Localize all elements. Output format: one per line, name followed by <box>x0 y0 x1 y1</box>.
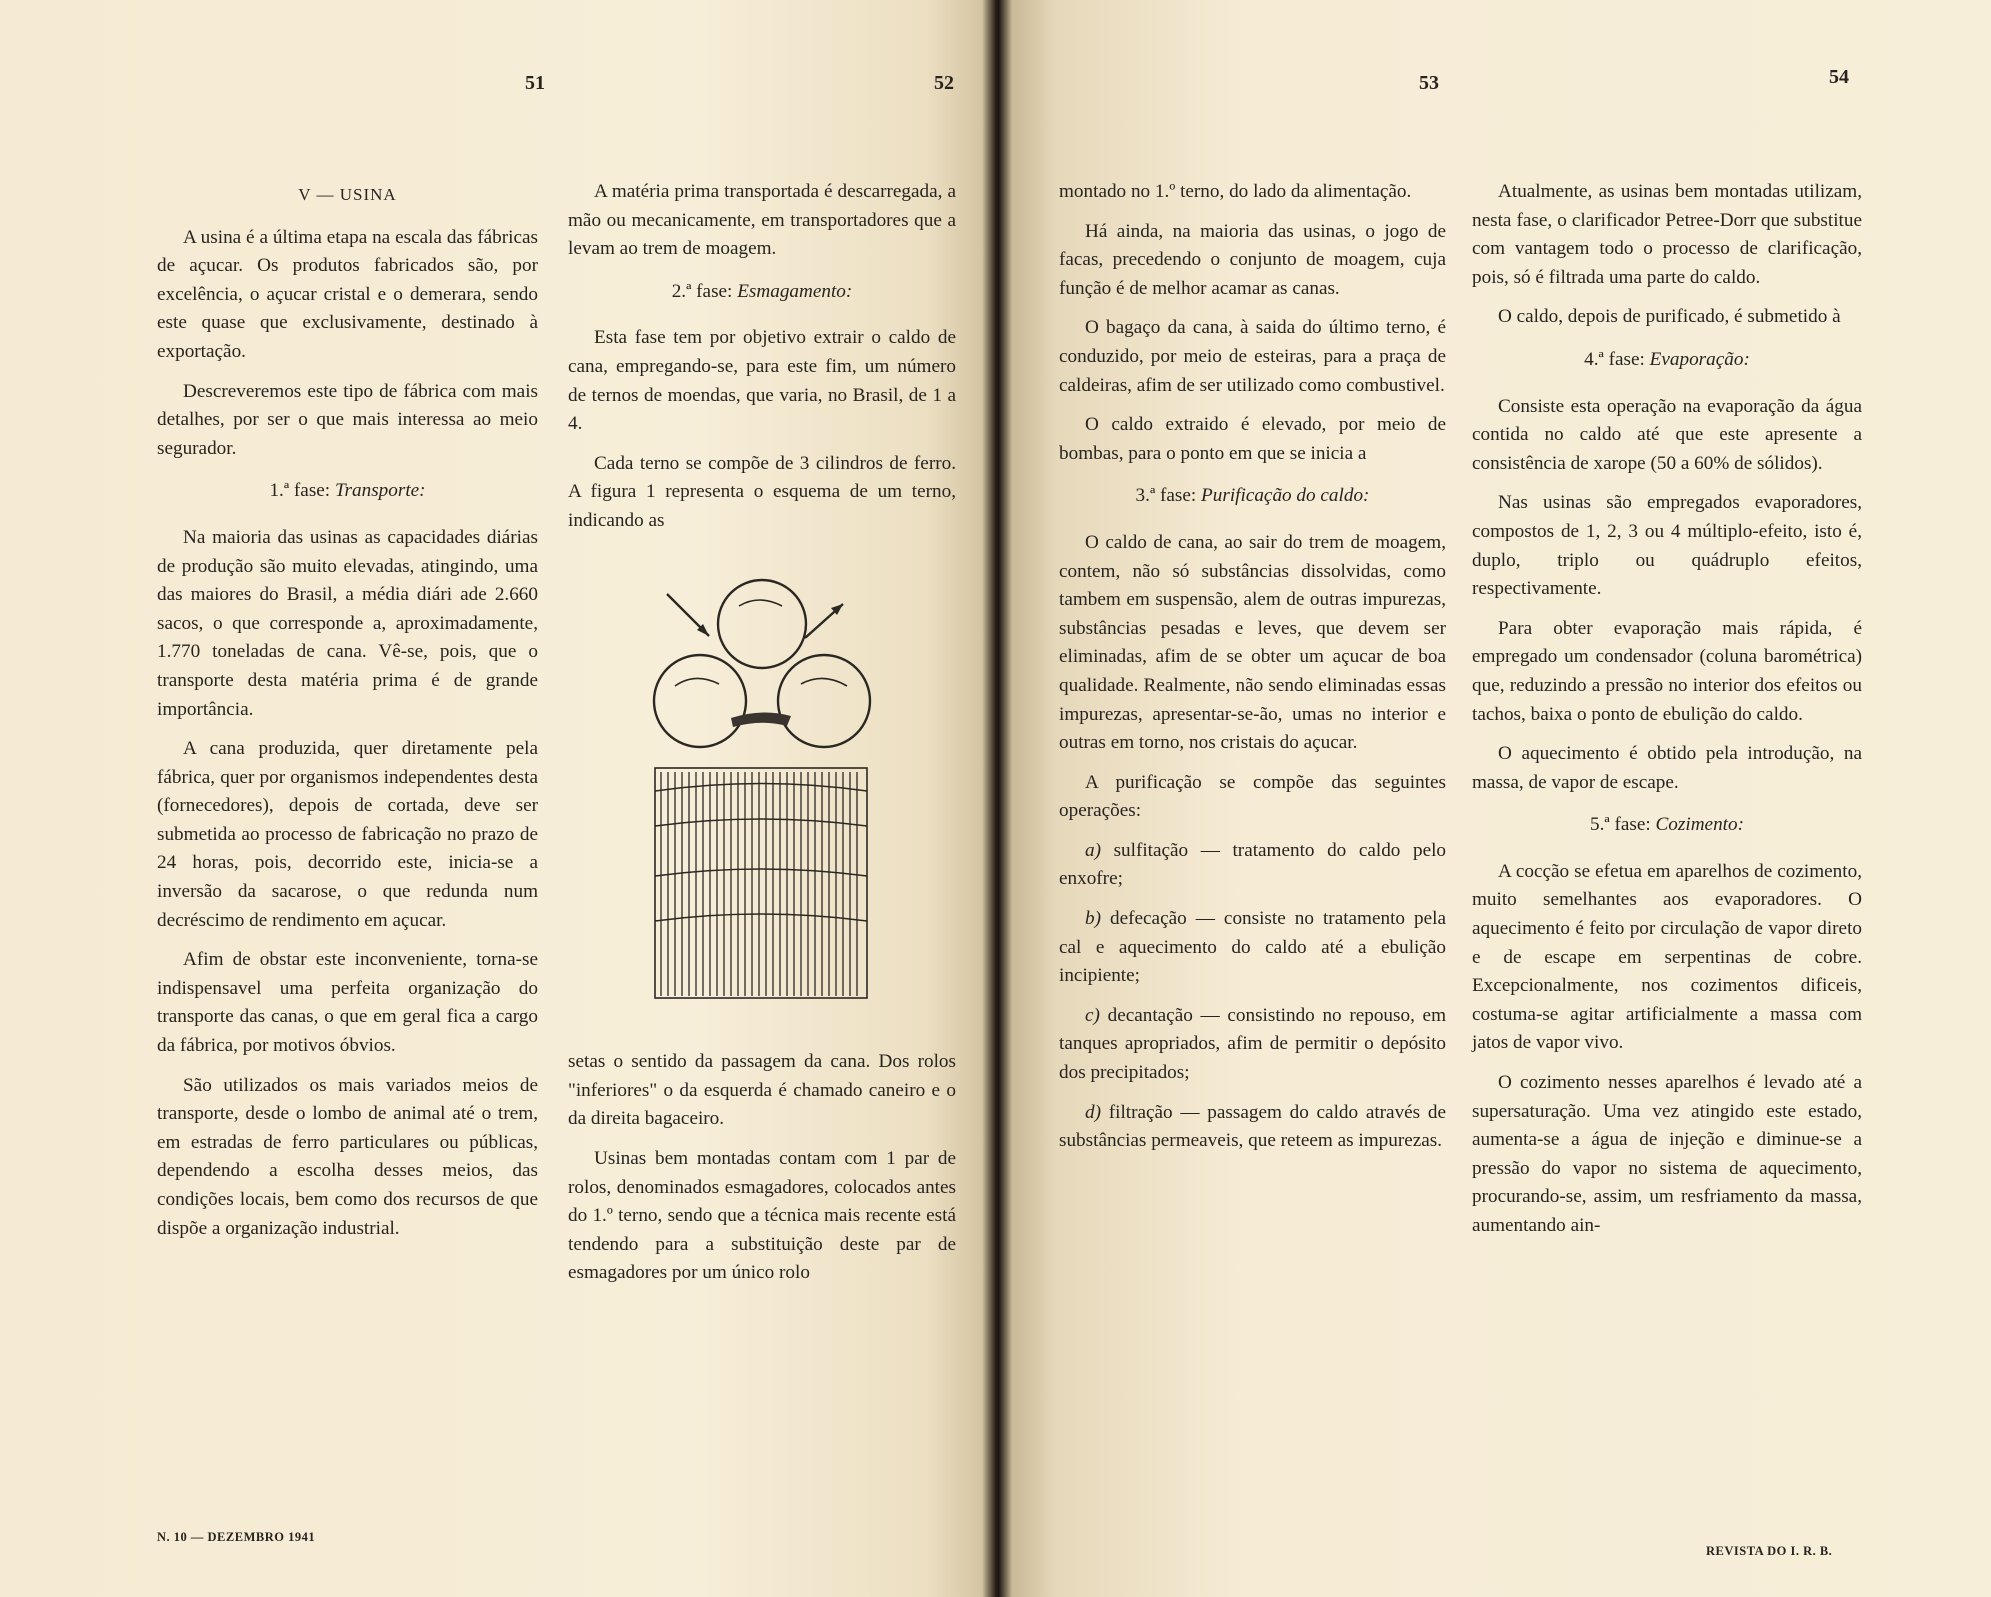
left-leaf <box>0 0 995 1597</box>
paragraph: A usina é a última etapa na escala das fábricas de açucar. Os produtos fabricados são, por excelência, o açucar cristal e o demerara, sendo este quase que exclusivamente, destinado à exportação. <box>157 226 538 362</box>
figure-1-mill-schematic <box>568 576 956 1011</box>
paragraph: O caldo de cana, ao sair do trem de moagem, contem, não só substâncias dissolvidas, como tambem em suspensão, alem de outras impurezas, substâncias pesadas e leves, que devem ser eliminadas, afim de se obter um açucar de boa qualidade. Realmente, não sendo eliminadas essas impurezas, apresentar-se-ão, umas no interior e outras em torno, nos cristais do açucar. <box>1059 531 1446 754</box>
phase-label: 3.ª fase: <box>1135 485 1197 507</box>
paragraph: setas o sentido da passagem da cana. Dos rolos "inferiores" o da esquerda é chamado caneiro e o da direita bagaceiro. <box>568 1051 956 1130</box>
paragraph: São utilizados os mais variados meios de transporte, desde o lombo de animal até o trem, em estradas de ferro particulares ou públicas, dependendo a escolha desses meios, das condições locais, bem como dos recursos de que dispõe a organização industrial. <box>157 1074 538 1239</box>
right-footer: REVISTA DO I. R. B. <box>1706 1544 1833 1558</box>
item-letter: a) <box>1085 839 1101 861</box>
chapter-heading: V — USINA <box>298 185 397 204</box>
page-number-51: 51 <box>525 72 545 94</box>
paragraph: Para obter evaporação mais rápida, é empregado um condensador (coluna barométrica) que, reduzindo a pressão no interior dos efeitos ou tachos, baixa o ponto de ebulição do caldo. <box>1472 617 1862 725</box>
paragraph: Atualmente, as usinas bem montadas utilizam, nesta fase, o clarificador Petree-Dorr que substitue com vantagem todo o processo de clarificação, pois, só é filtrada uma parte do caldo. <box>1472 181 1862 288</box>
phase-label: 4.ª fase: <box>1584 348 1645 370</box>
paragraph: Consiste esta operação na evaporação da água contida no caldo até que este apresente a consistência de xarope (50 a 60% de sólidos). <box>1472 395 1862 474</box>
page-number-52: 52 <box>934 72 954 94</box>
right-leaf <box>997 0 1991 1597</box>
item-text: sulfitação — tratamento do caldo pelo enxofre; <box>1059 839 1447 890</box>
page-53-column <box>1059 178 1446 1167</box>
phase-3-heading <box>1059 482 1446 511</box>
phase-title: Esmagamento: <box>737 280 853 302</box>
paragraph: montado no 1.º terno, do lado da alimentação. <box>1059 181 1412 202</box>
paragraph: O aquecimento é obtido pela introdução, na massa, de vapor de escape. <box>1472 743 1862 793</box>
list-item <box>1059 905 1446 991</box>
item-text: defecação — consiste no tratamento pela cal e aquecimento do caldo até a ebulição incipiente; <box>1059 908 1446 987</box>
paragraph: A matéria prima transportada é descarregada, a mão ou mecanicamente, em transportadores que a levam ao trem de moagem. <box>568 181 956 260</box>
item-text: decantação — consistindo no repouso, em tanques apropriados, afim de permitir o depósito dos precipitados; <box>1059 1004 1447 1084</box>
item-letter: d) <box>1085 1101 1101 1123</box>
paragraph: Cada terno se compõe de 3 cilindros de ferro. A figura 1 representa o esquema de um terno, indicando as <box>568 452 956 531</box>
paragraph: O cozimento nesses aparelhos é levado até a supersaturação. Uma vez atingido este estado, aumenta-se a água de injeção e diminue-se a pressão do vapor no sistema de aquecimento, procurando-se, assim, um resfriamento da massa, aumentando ain- <box>1472 1072 1862 1236</box>
paragraph: Usinas bem montadas contam com 1 par de rolos, denominados esmagadores, colocados antes do 1.º terno, sendo que a técnica mais recente está tendendo para a substituição deste par de esmagadores por um único rolo <box>568 1147 956 1284</box>
item-letter: b) <box>1085 908 1101 930</box>
paragraph: Descreveremos este tipo de fábrica com mais detalhes, por ser o que mais interessa ao meio segurador. <box>157 380 538 459</box>
phase-1-heading <box>157 477 538 506</box>
page-52-column <box>568 178 956 1299</box>
left-footer: N. 10 — DEZEMBRO 1941 <box>157 1530 316 1544</box>
phase-4-heading <box>1472 346 1862 375</box>
phase-title: Evaporação: <box>1649 348 1750 370</box>
paragraph: Há ainda, na maioria das usinas, o jogo de facas, precedendo o conjunto de moagem, cuja função é de melhor acamar as canas. <box>1059 220 1446 299</box>
paragraph: O caldo, depois de purificado, é submetido à <box>1498 306 1841 328</box>
paragraph: A purificação se compõe das seguintes operações: <box>1059 771 1446 822</box>
item-text: filtração — passagem do caldo através de substâncias permeaveis, que reteem as impurezas. <box>1059 1101 1446 1152</box>
paragraph: Afim de obstar este inconveniente, torna-se indispensavel uma perfeita organização do transporte das canas, o que em geral fica a cargo da fábrica, por motivos óbvios. <box>157 949 538 1057</box>
page-54-column <box>1472 178 1862 1252</box>
phase-5-heading <box>1472 811 1862 840</box>
phase-label: 1.ª fase: <box>269 480 331 502</box>
page-number-54: 54 <box>1829 66 1849 88</box>
phase-title: Purificação do caldo: <box>1201 485 1370 507</box>
list-item <box>1059 1002 1446 1088</box>
paragraph: A cana produzida, quer diretamente pela fábrica, quer por organismos independentes desta (fornecedores), depois de cortada, deve ser submetida ao processo de fabricação no prazo de 24 horas, pois, decorrido este, inicia-se a inversão da sacarose, o que redunda num decréscimo de rendimento em açucar. <box>157 738 538 931</box>
phase-2-heading <box>568 278 956 307</box>
paragraph: A cocção se efetua em aparelhos de cozimento, muito semelhantes aos evaporadores. O aquecimento é feito por circulação de vapor direto e de escape em serpentinas de cobre. Excepcionalmente, nos cozimentos dificeis, costuma-se agitar artificialmente a massa com jatos de vapor vivo. <box>1472 860 1862 1054</box>
page-number-53: 53 <box>1419 72 1439 94</box>
phase-title: Transporte: <box>334 480 426 502</box>
item-letter: c) <box>1085 1004 1100 1026</box>
paragraph: O caldo extraido é elevado, por meio de bombas, para o ponto em que se inicia a <box>1059 414 1446 464</box>
phase-title: Cozimento: <box>1655 814 1744 836</box>
phase-label: 2.ª fase: <box>671 280 733 302</box>
phase-label: 5.ª fase: <box>1590 814 1651 836</box>
list-item <box>1059 837 1446 894</box>
paragraph: Na maioria das usinas as capacidades diárias de produção são muito elevadas, atingindo, uma das maiores do Brasil, a média diári ade 2.660 sacos, o que corresponde a, aproximadamente, 1.770 toneladas de cana. Vê-se, pois, que o transporte desta matéria prima é de grande importância. <box>157 526 538 720</box>
paragraph: Esta fase tem por objetivo extrair o caldo de cana, empregando-se, para este fim, um número de ternos de moendas, que varia, no Brasil, de 1 a 4. <box>568 327 956 435</box>
book-gutter <box>982 0 1012 1597</box>
mill-diagram <box>647 576 877 1001</box>
list-item <box>1059 1099 1446 1156</box>
page-51-column <box>157 178 538 1254</box>
paragraph: O bagaço da cana, à saida do último terno, é conduzido, por meio de esteiras, para a praça de caldeiras, afim de ser utilizado como combustivel. <box>1059 317 1446 396</box>
paragraph: Nas usinas são empregados evaporadores, compostos de 1, 2, 3 ou 4 múltiplo-efeito, isto é, duplo, triplo ou quádruplo efeitos, respectivamente. <box>1472 492 1862 600</box>
